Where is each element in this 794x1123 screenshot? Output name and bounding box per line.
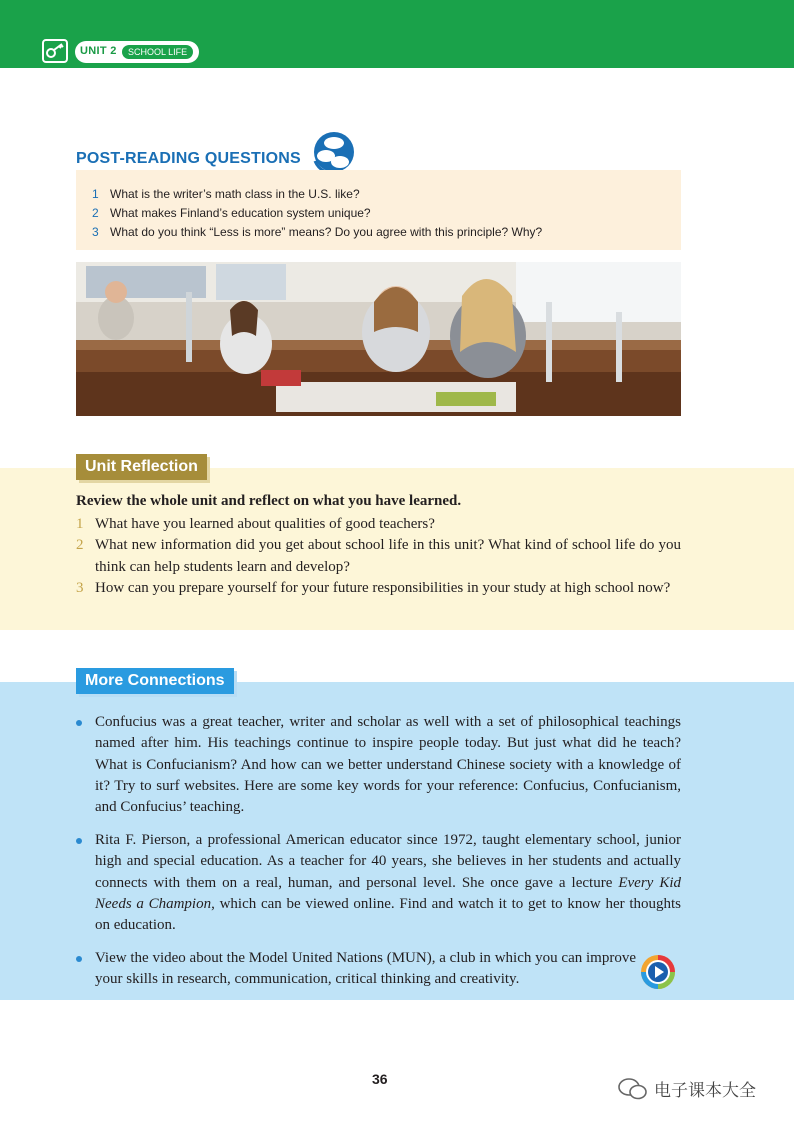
bullet-icon (76, 838, 82, 844)
reflection-lead: Review the whole unit and reflect on what you have learned. (76, 493, 462, 509)
unit-reflection-title: Unit Reflection (76, 454, 207, 480)
connection-item: Confucius was a great teacher, writer and scholar as well with a set of philosophical teachings named after him. His teachings continue to inspire people today. But just what did he teach? What is Confucianism? And how can we better understand Chinese society with a knowledge of it? Try to surf websites. Here are some key words for your reference: Confucius, Confucianism, and Confucius’ teaching. (76, 712, 681, 818)
reflection-item: 3 How can you prepare yourself for your future responsibilities in your study at high school now? (76, 580, 671, 596)
question-item: 2 What makes Finland’s education system unique? (92, 206, 371, 220)
connection-item: Rita F. Pierson, a professional American educator since 1972, taught elementary school, junior high and special education. As a teacher for 40 years, she believes in her students and actually connects with them on a real, human, and personal level. She once gave a lecture Every Kid Needs a Champion, which can be viewed online. Find and watch it to get to know her thoughts on education. (76, 830, 681, 936)
play-video-icon[interactable] (640, 954, 676, 990)
bullet-icon (76, 956, 82, 962)
students-in-science-lab-photo (76, 262, 681, 416)
connection-item: View the video about the Model United Nations (MUN), a club in which you can improve your skills in research, communication, critical thinking and creativity. (76, 948, 636, 991)
unit-label: UNIT 2 (80, 45, 117, 57)
page-number: 36 (372, 1071, 388, 1087)
bullet-icon (76, 720, 82, 726)
question-item: 3 What do you think “Less is more” means? Do you agree with this principle? Why? (92, 225, 543, 239)
unit-topic-badge: SCHOOL LIFE (122, 45, 193, 59)
key-icon (42, 39, 68, 63)
question-item: 1 What is the writer’s math class in the U.S. like? (92, 187, 360, 201)
chat-bubbles-icon (618, 1078, 648, 1100)
watermark: 电子课本大全 (618, 1076, 756, 1101)
lecture-title: Every Kid Needs a Champion (95, 874, 681, 912)
more-connections-title: More Connections (76, 668, 234, 694)
reflection-item: 2 What new information did you get about school life in this unit? What kind of school life do you think can help students learn and develop? (76, 537, 681, 575)
reflection-item: 1 What have you learned about qualities of good teachers? (76, 516, 435, 532)
post-reading-title: POST-READING QUESTIONS (76, 150, 301, 167)
